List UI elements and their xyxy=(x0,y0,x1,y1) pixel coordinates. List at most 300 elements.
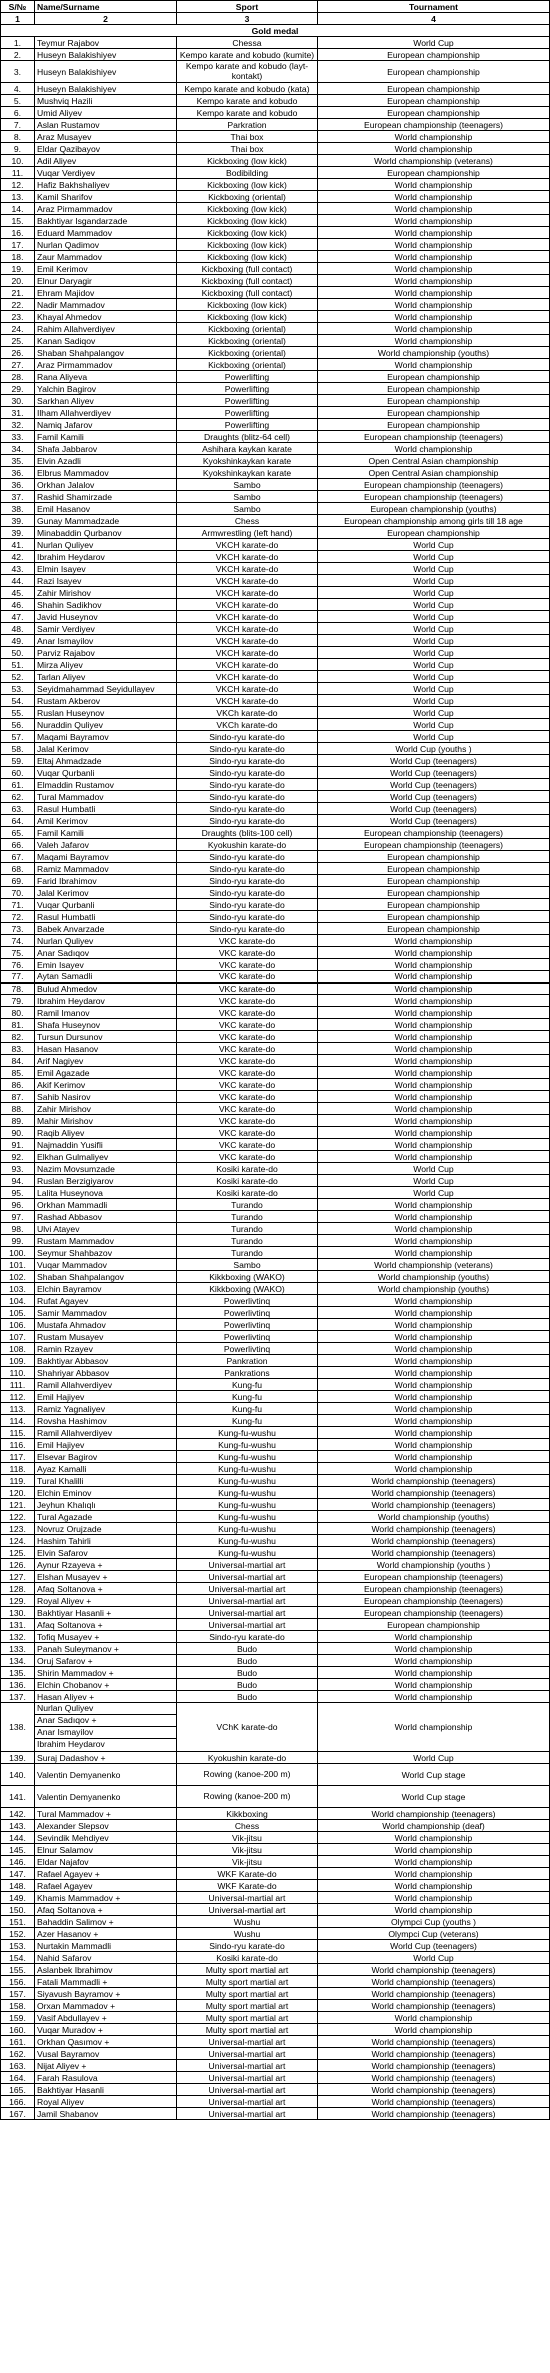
row-sport: VKC karate-do xyxy=(177,1079,318,1091)
row-tournament: World championship (youths) xyxy=(318,1283,550,1295)
row-name: Ibrahim Heydarov xyxy=(35,995,177,1007)
row-tournament: World championship (teenagers) xyxy=(318,1976,550,1988)
row-name: Farah Rasulova xyxy=(35,2072,177,2084)
row-sport: Armwrestling (left hand) xyxy=(177,527,318,539)
row-names xyxy=(35,1703,177,1752)
row-number: 21. xyxy=(1,287,35,299)
row-name: Araz Musayev xyxy=(35,131,177,143)
row-name: Elshan Musayev + xyxy=(35,1571,177,1583)
row-number: 70. xyxy=(1,887,35,899)
table-row xyxy=(1,1607,550,1619)
row-sport: Kung-fu-wushu xyxy=(177,1487,318,1499)
row-number: 66. xyxy=(1,839,35,851)
row-tournament: World championship (teenagers) xyxy=(318,2000,550,2012)
row-sport: Powerlifting xyxy=(177,419,318,431)
row-name: Ramil Allahverdiyev xyxy=(35,1427,177,1439)
table-row xyxy=(1,1103,550,1115)
row-sport: VKC karate-do xyxy=(177,1115,318,1127)
row-tournament: European championship (teenagers) xyxy=(318,827,550,839)
row-tournament: European championship (teenagers) xyxy=(318,1607,550,1619)
row-number: 50. xyxy=(1,647,35,659)
row-sport: Kickboxing (oriental) xyxy=(177,191,318,203)
row-name: Nurlan Qadimov xyxy=(35,239,177,251)
table-row xyxy=(1,263,550,275)
row-tournament: World championship xyxy=(318,1343,550,1355)
row-number: 76. xyxy=(1,959,35,971)
row-name: Afaq Soltanova + xyxy=(35,1583,177,1595)
row-sport: Kyokushin karate-do xyxy=(177,839,318,851)
row-sport: Sindo-ryu karate-do xyxy=(177,1940,318,1952)
row-number: 17. xyxy=(1,239,35,251)
row-sport: VKCH karate-do xyxy=(177,611,318,623)
row-number: 36. xyxy=(1,467,35,479)
row-number: 135. xyxy=(1,1667,35,1679)
row-name: Rahim Allahverdiyev xyxy=(35,323,177,335)
table-row xyxy=(1,755,550,767)
row-sport: Kickboxing (oriental) xyxy=(177,347,318,359)
row-number: 137. xyxy=(1,1691,35,1703)
row-sport: Sambo xyxy=(177,1259,318,1271)
table-row xyxy=(1,2096,550,2108)
row-tournament: World championship xyxy=(318,1631,550,1643)
row-sport: Kung-fu xyxy=(177,1379,318,1391)
row-number: 145. xyxy=(1,1844,35,1856)
row-name: Aslan Rustamov xyxy=(35,119,177,131)
row-name: Ayaz Kamalli xyxy=(35,1463,177,1475)
row-sport: Thai box xyxy=(177,131,318,143)
row-sport: Kung-fu-wushu xyxy=(177,1535,318,1547)
row-name: Tarlan Aliyev xyxy=(35,671,177,683)
row-tournament: World championship xyxy=(318,227,550,239)
table-row xyxy=(1,1808,550,1820)
row-name: Azer Hasanov + xyxy=(35,1928,177,1940)
row-name: Rustam Akberov xyxy=(35,695,177,707)
row-name: Bakhtiyar Abbasov xyxy=(35,1355,177,1367)
row-number: 41. xyxy=(1,539,35,551)
table-row xyxy=(1,551,550,563)
row-tournament: World championship (teenagers) xyxy=(318,2060,550,2072)
row-sport: VKCH karate-do xyxy=(177,671,318,683)
row-number: 160. xyxy=(1,2024,35,2036)
row-sport: Kung-fu-wushu xyxy=(177,1475,318,1487)
row-sport: VKCH karate-do xyxy=(177,599,318,611)
row-name: Araz Pirmammadov xyxy=(35,203,177,215)
row-name: Ibrahim Heydarov xyxy=(35,551,177,563)
row-tournament: World Cup xyxy=(318,1175,550,1187)
row-number: 9. xyxy=(1,143,35,155)
row-tournament: World championship (veterans) xyxy=(318,1259,550,1271)
row-sport: Powerlifting xyxy=(177,371,318,383)
table-row xyxy=(1,1547,550,1559)
row-number: 56. xyxy=(1,719,35,731)
row-name: Nahid Safarov xyxy=(35,1952,177,1964)
table-row xyxy=(1,935,550,947)
row-name: Elsevar Bagirov xyxy=(35,1451,177,1463)
table-row xyxy=(1,1463,550,1475)
row-sport: Kung-fu xyxy=(177,1415,318,1427)
row-name: Vuqar Mammadov xyxy=(35,1259,177,1271)
row-name: Siyavush Bayramov + xyxy=(35,1988,177,2000)
row-name: Orkhan Mammadli xyxy=(35,1199,177,1211)
row-tournament: World championship (teenagers) xyxy=(318,2096,550,2108)
row-name: Shaban Shahpalangov xyxy=(35,347,177,359)
table-row xyxy=(1,815,550,827)
row-name: Vasif Abdullayev + xyxy=(35,2012,177,2024)
row-tournament: European championship (teenagers) xyxy=(318,1583,550,1595)
row-tournament: European championship xyxy=(318,95,550,107)
row-tournament: World championship xyxy=(318,1223,550,1235)
row-tournament: World championship (teenagers) xyxy=(318,2072,550,2084)
table-row xyxy=(1,1007,550,1019)
row-name: Eduard Mammadov xyxy=(35,227,177,239)
row-sport: Multy sport martial art xyxy=(177,1976,318,1988)
row-tournament: World championship xyxy=(318,2024,550,2036)
row-name: Elkhan Gulmaliyev xyxy=(35,1151,177,1163)
row-tournament: World championship xyxy=(318,359,550,371)
row-tournament: European championship xyxy=(318,899,550,911)
table-row xyxy=(1,491,550,503)
row-tournament: European championship xyxy=(318,527,550,539)
row-sport: Kung-fu-wushu xyxy=(177,1511,318,1523)
table-row xyxy=(1,1139,550,1151)
row-number: 10. xyxy=(1,155,35,167)
table-row xyxy=(1,407,550,419)
row-sport: Powerlivtinq xyxy=(177,1295,318,1307)
row-sport: VKCH karate-do xyxy=(177,623,318,635)
table-row xyxy=(1,1439,550,1451)
row-number: 114. xyxy=(1,1415,35,1427)
table-row xyxy=(1,1820,550,1832)
row-number: 19. xyxy=(1,263,35,275)
row-name: Sevindik Mehdiyev xyxy=(35,1832,177,1844)
table-row xyxy=(1,1928,550,1940)
row-number: 126. xyxy=(1,1559,35,1571)
row-tournament: World championship xyxy=(318,1355,550,1367)
row-number: 55. xyxy=(1,707,35,719)
row-sport: Sambo xyxy=(177,491,318,503)
row-name: Nazim Movsumzade xyxy=(35,1163,177,1175)
row-sport: VKCH karate-do xyxy=(177,647,318,659)
row-sport: Bodibilding xyxy=(177,167,318,179)
row-tournament: World championship xyxy=(318,959,550,971)
row-sport: WKF Karate-do xyxy=(177,1880,318,1892)
row-tournament: European championship xyxy=(318,61,550,83)
row-number: 73. xyxy=(1,923,35,935)
table-row xyxy=(1,1832,550,1844)
table-row xyxy=(1,1115,550,1127)
table-row xyxy=(1,1988,550,2000)
row-name: Aynur Rzayeva + xyxy=(35,1559,177,1571)
row-number: 131. xyxy=(1,1619,35,1631)
row-number: 143. xyxy=(1,1820,35,1832)
row-number: 59. xyxy=(1,755,35,767)
row-name: Araz Pirmammadov xyxy=(35,359,177,371)
row-name: Shahriyar Abbasov xyxy=(35,1367,177,1379)
row-tournament: World championship (teenagers) xyxy=(318,2084,550,2096)
row-tournament: World championship xyxy=(318,251,550,263)
row-number: 94. xyxy=(1,1175,35,1187)
row-sport: Multy sport martial art xyxy=(177,1988,318,2000)
row-number: 16. xyxy=(1,227,35,239)
row-sport: Sambo xyxy=(177,503,318,515)
row-sport: Sindo-ryu karate-do xyxy=(177,1631,318,1643)
row-name: Minabaddin Qurbanov xyxy=(35,527,177,539)
row-name: Ulvi Atayev xyxy=(35,1223,177,1235)
row-tournament: World championship xyxy=(318,1055,550,1067)
table-row xyxy=(1,1055,550,1067)
row-sport: Universal-martial art xyxy=(177,1571,318,1583)
row-sport: Universal-martial art xyxy=(177,1559,318,1571)
row-number: 129. xyxy=(1,1595,35,1607)
row-sport: Parkration xyxy=(177,119,318,131)
row-name: Anar Sadıqov xyxy=(35,947,177,959)
row-tournament: World Cup xyxy=(318,587,550,599)
row-sport: Sindo-ryu karate-do xyxy=(177,803,318,815)
row-number: 133. xyxy=(1,1643,35,1655)
col-header-number: S/№ xyxy=(1,1,35,13)
section-title: Gold medal xyxy=(1,25,550,37)
row-tournament: World championship xyxy=(318,1091,550,1103)
table-row xyxy=(1,2036,550,2048)
row-number: 108. xyxy=(1,1343,35,1355)
row-sport: Kosiki karate-do xyxy=(177,1952,318,1964)
row-number: 75. xyxy=(1,947,35,959)
table-row xyxy=(1,563,550,575)
row-number: 80. xyxy=(1,1007,35,1019)
row-name: Valeh Jafarov xyxy=(35,839,177,851)
row-name: Jalal Kerimov xyxy=(35,887,177,899)
table-row xyxy=(1,2024,550,2036)
table-row xyxy=(1,947,550,959)
row-sport: Powerlivtinq xyxy=(177,1343,318,1355)
table-row xyxy=(1,1764,550,1786)
table-row xyxy=(1,131,550,143)
row-name: Ramin Rzayev xyxy=(35,1343,177,1355)
row-tournament: World Cup (teenagers) xyxy=(318,791,550,803)
row-number: 157. xyxy=(1,1988,35,2000)
table-row xyxy=(1,911,550,923)
row-sport: Wushu xyxy=(177,1916,318,1928)
row-number: 98. xyxy=(1,1223,35,1235)
row-name: Hashim Tahirli xyxy=(35,1535,177,1547)
row-number: 65. xyxy=(1,827,35,839)
row-name: Aslanbek Ibrahimov xyxy=(35,1964,177,1976)
row-tournament: World championship xyxy=(318,323,550,335)
row-name: Arif Nagiyev xyxy=(35,1055,177,1067)
row-sport: Sindo-ryu karate-do xyxy=(177,791,318,803)
row-sport: VKCH karate-do xyxy=(177,587,318,599)
table-row xyxy=(1,371,550,383)
row-number: 127. xyxy=(1,1571,35,1583)
row-tournament: World Cup xyxy=(318,695,550,707)
table-row xyxy=(1,431,550,443)
table-row xyxy=(1,95,550,107)
row-tournament: European championship xyxy=(318,383,550,395)
row-sport: Kickboxing (full contact) xyxy=(177,263,318,275)
row-sport: VKC karate-do xyxy=(177,1019,318,1031)
row-tournament: European championship xyxy=(318,83,550,95)
row-tournament: European championship xyxy=(318,911,550,923)
row-sport: Powerlivtinq xyxy=(177,1307,318,1319)
row-sport: Budo xyxy=(177,1679,318,1691)
table-row xyxy=(1,767,550,779)
row-number: 8. xyxy=(1,131,35,143)
row-number: 140. xyxy=(1,1764,35,1786)
row-sport: Kung-fu xyxy=(177,1391,318,1403)
row-tournament: World Cup xyxy=(318,611,550,623)
row-sport: Kickboxing (low kick) xyxy=(177,203,318,215)
row-number: 151. xyxy=(1,1916,35,1928)
row-number: 102. xyxy=(1,1271,35,1283)
row-sport: Universal-martial art xyxy=(177,2072,318,2084)
table-row xyxy=(1,1343,550,1355)
row-name: Alexander Slepsov xyxy=(35,1820,177,1832)
table-row xyxy=(1,61,550,83)
table-row xyxy=(1,1880,550,1892)
table-row xyxy=(1,251,550,263)
row-tournament: World championship (youths) xyxy=(318,1511,550,1523)
row-tournament: World championship xyxy=(318,299,550,311)
row-name: Farid Ibrahimov xyxy=(35,875,177,887)
table-row xyxy=(1,1940,550,1952)
table-row xyxy=(1,383,550,395)
row-tournament: World championship xyxy=(318,1679,550,1691)
row-number: 100. xyxy=(1,1247,35,1259)
row-sport: Sindo-ryu karate-do xyxy=(177,911,318,923)
table-row xyxy=(1,1367,550,1379)
table-row xyxy=(1,1355,550,1367)
row-tournament: World championship xyxy=(318,239,550,251)
row-number: 86. xyxy=(1,1079,35,1091)
row-tournament: World championship xyxy=(318,1892,550,1904)
table-row xyxy=(1,275,550,287)
row-name: Nijat Aliyev + xyxy=(35,2060,177,2072)
row-tournament: European championship xyxy=(318,107,550,119)
table-row xyxy=(1,527,550,539)
row-number: 115. xyxy=(1,1427,35,1439)
table-row xyxy=(1,1019,550,1031)
table-row xyxy=(1,1427,550,1439)
row-sport: VKCH karate-do xyxy=(177,563,318,575)
table-row xyxy=(1,1499,550,1511)
table-row xyxy=(1,971,550,983)
row-tournament: World Cup xyxy=(318,539,550,551)
row-sport: Kyokshinkaykan karate xyxy=(177,467,318,479)
row-tournament: European championship xyxy=(318,419,550,431)
row-sport: Sindo-ryu karate-do xyxy=(177,779,318,791)
row-tournament: World championship (teenagers) xyxy=(318,1547,550,1559)
row-sport: Ashihara kaykan karate xyxy=(177,443,318,455)
row-sport: Kickboxing (low kick) xyxy=(177,311,318,323)
row-sport: Turando xyxy=(177,1247,318,1259)
table-row xyxy=(1,1091,550,1103)
row-number: 105. xyxy=(1,1307,35,1319)
row-number: 62. xyxy=(1,791,35,803)
table-row xyxy=(1,899,550,911)
row-sport: VKC karate-do xyxy=(177,947,318,959)
row-number: 110. xyxy=(1,1367,35,1379)
row-sport: VKC karate-do xyxy=(177,1067,318,1079)
row-number: 52. xyxy=(1,671,35,683)
row-sport: Sindo-ryu karate-do xyxy=(177,887,318,899)
row-sport: VKC karate-do xyxy=(177,935,318,947)
row-tournament: World championship xyxy=(318,1139,550,1151)
row-number: 159. xyxy=(1,2012,35,2024)
row-name: Jamil Shabanov xyxy=(35,2108,177,2120)
row-name: Elnur Daryagir xyxy=(35,275,177,287)
row-sport: Wushu xyxy=(177,1928,318,1940)
row-sport: Kickboxing (oriental) xyxy=(177,359,318,371)
row-name: Anar Ismayilov xyxy=(35,635,177,647)
row-name: Yalchin Bagirov xyxy=(35,383,177,395)
row-tournament: European championship xyxy=(318,407,550,419)
row-name: Emil Hasanov xyxy=(35,503,177,515)
table-row xyxy=(1,539,550,551)
row-number: 2. xyxy=(1,49,35,61)
row-sport: VKCH karate-do xyxy=(177,695,318,707)
row-tournament: World championship xyxy=(318,1295,550,1307)
table-row xyxy=(1,1571,550,1583)
row-number: 32. xyxy=(1,419,35,431)
row-name: Tural Mammadov + xyxy=(35,1808,177,1820)
row-name: Hafiz Bakhshaliyev xyxy=(35,179,177,191)
row-name: Huseyn Balakishiyev xyxy=(35,61,177,83)
row-tournament: World Cup (teenagers) xyxy=(318,803,550,815)
row-name: Afaq Soltanova + xyxy=(35,1904,177,1916)
row-name: Royal Aliyev xyxy=(35,2096,177,2108)
row-sport: Rowing (kanoe-200 m) xyxy=(177,1764,318,1786)
row-name: Rafael Agayev xyxy=(35,1880,177,1892)
row-name: Rafael Agayev + xyxy=(35,1868,177,1880)
row-tournament: European championship (teenagers) xyxy=(318,1595,550,1607)
row-tournament: World championship xyxy=(318,1379,550,1391)
row-tournament: World Cup xyxy=(318,599,550,611)
row-number: 82. xyxy=(1,1031,35,1043)
row-name: Tursun Dursunov xyxy=(35,1031,177,1043)
row-name: Elnur Salamov xyxy=(35,1844,177,1856)
row-number: 122. xyxy=(1,1511,35,1523)
row-number: 158. xyxy=(1,2000,35,2012)
row-name: Namiq Jafarov xyxy=(35,419,177,431)
row-number: 117. xyxy=(1,1451,35,1463)
row-name: Ruslan Berzigiyarov xyxy=(35,1175,177,1187)
row-number: 163. xyxy=(1,2060,35,2072)
row-number: 146. xyxy=(1,1856,35,1868)
row-name: Emil Hajiyev xyxy=(35,1391,177,1403)
table-row xyxy=(1,2012,550,2024)
table-row xyxy=(1,1379,550,1391)
row-name: Ehram Majidov xyxy=(35,287,177,299)
row-name: Shaban Shahpalangov xyxy=(35,1271,177,1283)
row-name: Huseyn Balakishiyev xyxy=(35,83,177,95)
row-tournament: European championship (teenagers) xyxy=(318,479,550,491)
row-name: Mushviq Hazili xyxy=(35,95,177,107)
row-sport: Universal-martial art xyxy=(177,2036,318,2048)
row-name: Famil Kamili xyxy=(35,431,177,443)
row-name: Shirin Mammadov + xyxy=(35,1667,177,1679)
row-tournament: World championship (teenagers) xyxy=(318,1499,550,1511)
table-row xyxy=(1,2048,550,2060)
row-sport: Powerlivtinq xyxy=(177,1331,318,1343)
row-sport: VKCH karate-do xyxy=(177,539,318,551)
row-number: 128. xyxy=(1,1583,35,1595)
row-name: Nurlan Quliyev xyxy=(35,1703,176,1715)
row-tournament: World championship xyxy=(318,1415,550,1427)
row-sport: Turando xyxy=(177,1223,318,1235)
row-name: Eldar Najafov xyxy=(35,1856,177,1868)
row-tournament: World championship xyxy=(318,1151,550,1163)
row-name: Samir Verdiyev xyxy=(35,623,177,635)
